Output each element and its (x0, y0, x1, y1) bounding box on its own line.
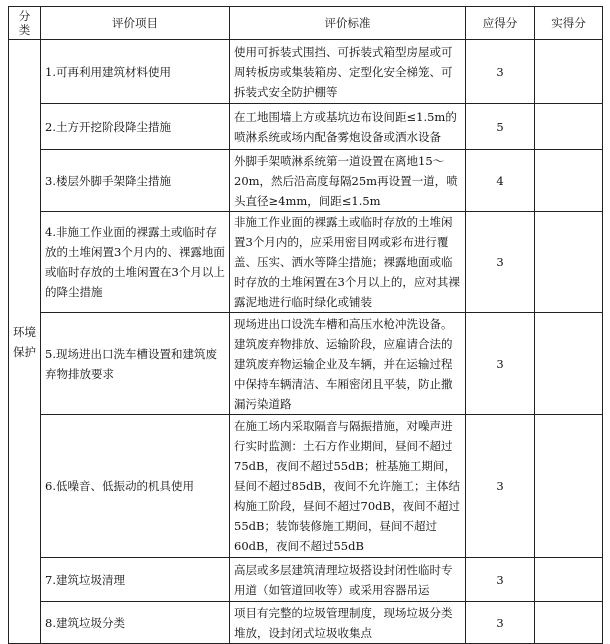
score-cell: 3 (466, 212, 535, 313)
item-cell: 4.非施工作业面的裸露土或临时存放的土堆闲置3个月内的、裸露地面或临时存放的土堆闲置在3个月以上的降尘措施 (41, 212, 230, 313)
score-cell: 3 (466, 313, 535, 415)
category-cell (9, 40, 41, 644)
header-score: 应得分 (466, 7, 535, 40)
actual-score-cell (535, 558, 603, 602)
score-cell: 3 (466, 40, 535, 104)
item-cell: 1.可再利用建筑材料使用 (41, 40, 230, 104)
actual-score-cell (535, 313, 603, 415)
standard-cell: 高层或多层建筑清理垃圾搭设封闭性临时专用道（如管道回收等）或采用容器吊运 (230, 558, 466, 602)
table-row (9, 104, 603, 150)
actual-score-cell (535, 104, 603, 150)
table-row (9, 558, 603, 602)
standard-cell: 现场进出口设洗车槽和高压水枪冲洗设备。建筑废弃物排放、运输阶段，应雇请合法的建筑废弃物运输企业及车辆，并在运输过程中保持车辆清洁、车厢密闭且平装，防止撒漏污染道路 (230, 313, 466, 415)
item-cell: 8.建筑垃圾分类 (41, 602, 230, 644)
header-actual: 实得分 (535, 7, 603, 40)
score-cell: 3 (466, 602, 535, 644)
standard-cell: 项目有完整的垃圾管理制度，现场垃圾分类堆放，设封闭式垃圾收集点 (230, 602, 466, 644)
standard-cell: 在工地围墙上方或基坑边布设间距≤1.5m的喷淋系统或场内配备雾炮设备或洒水设备 (230, 104, 466, 150)
actual-score-cell (535, 415, 603, 558)
item-cell: 2.土方开挖阶段降尘措施 (41, 104, 230, 150)
actual-score-cell (535, 150, 603, 212)
standard-cell: 外脚手架喷淋系统第一道设置在离地15～20m，然后沿高度每隔25m再设置一道，喷头直径≥4mm，间距≤1.5m (230, 150, 466, 212)
score-cell: 5 (466, 104, 535, 150)
item-cell: 7.建筑垃圾清理 (41, 558, 230, 602)
header-item: 评价项目 (41, 7, 230, 40)
category-label: 环境保护 (13, 324, 36, 359)
score-cell: 3 (466, 558, 535, 602)
score-cell: 3 (466, 415, 535, 558)
score-cell: 4 (466, 150, 535, 212)
table-row (9, 150, 603, 212)
evaluation-table (8, 6, 603, 644)
actual-score-cell (535, 212, 603, 313)
item-cell: 6.低噪音、低振动的机具使用 (41, 415, 230, 558)
actual-score-cell (535, 602, 603, 644)
table-header-row (9, 7, 603, 40)
table-row (9, 212, 603, 313)
standard-cell: 在施工场内采取隔音与隔振措施，对噪声进行实时监测：土石方作业期间，昼间不超过75dB，夜间不超过55dB；桩基施工期间，昼间不超过85dB，夜间不允许施工；主体结构施工阶段，昼间不超过70dB，夜间不超过55dB；装饰装修施工期间，昼间不超过60dB，夜间不超过55dB (230, 415, 466, 558)
standard-cell: 非施工作业面的裸露土或临时存放的土堆闲置3个月内的，应采用密目网或彩布进行覆盖、压实、洒水等降尘措施；裸露地面或临时存放的土堆闲置在3个月以上的，应对其裸露泥地进行临时绿化或铺装 (230, 212, 466, 313)
item-cell: 5.现场进出口洗车槽设置和建筑废弃物排放要求 (41, 313, 230, 415)
standard-cell: 使用可拆装式围挡、可拆装式箱型房屋或可周转板房或集装箱房、定型化安全梯笼、可拆装式安全防护棚等 (230, 40, 466, 104)
table-row (9, 40, 603, 104)
header-category: 分类 (9, 7, 41, 40)
header-standard: 评价标准 (230, 7, 466, 40)
actual-score-cell (535, 40, 603, 104)
item-cell: 3.楼层外脚手架降尘措施 (41, 150, 230, 212)
table-row (9, 415, 603, 558)
table-row (9, 313, 603, 415)
table-row (9, 602, 603, 644)
